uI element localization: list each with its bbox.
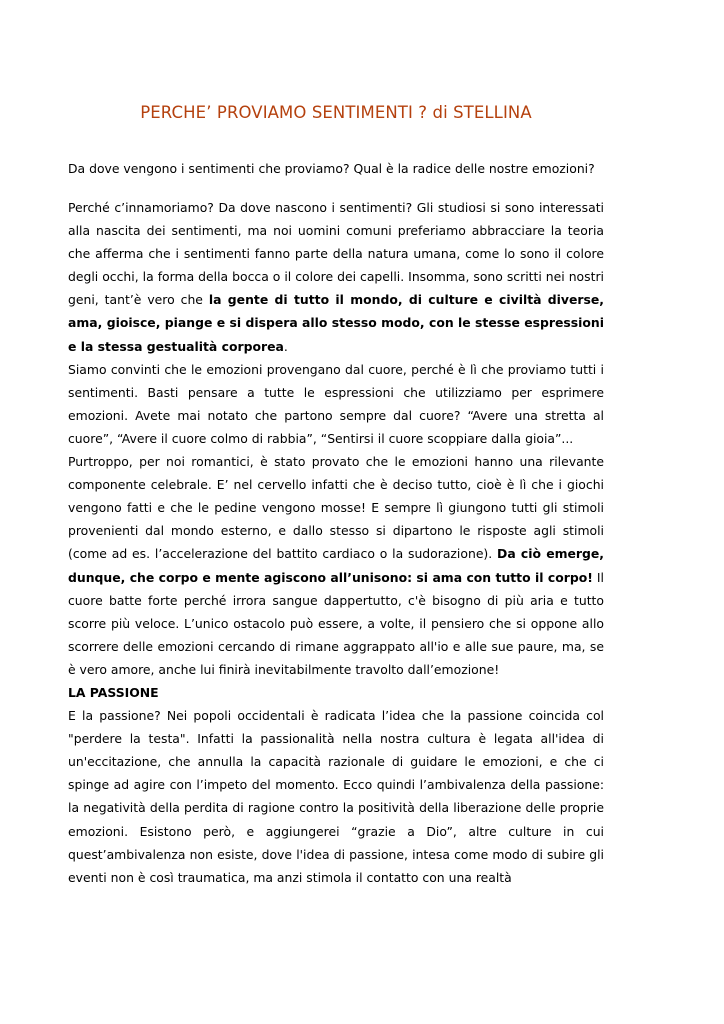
intro-line: Da dove vengono i sentimenti che proviamo? Qual è la radice delle nostre emozioni? bbox=[68, 161, 595, 176]
paragraph-1-end: . bbox=[283, 338, 288, 354]
paragraph-1-text: Perché c’innamoriamo? Da dove nascono i sentimenti? Gli studiosi si sono interessati alla nascita dei sentimenti, ma noi uomini comuni preferiamo abbracciare la teoria che afferma che i sentimenti fanno parte della natura umana, come lo sono il colore degli occhi, la forma della bocca o il colore dei capelli. Insomma, sono scritti nei nostri geni, tant’è vero che bbox=[68, 200, 604, 308]
section-heading: LA PASSIONE bbox=[68, 684, 159, 700]
document-body bbox=[68, 196, 604, 889]
paragraph-1 bbox=[68, 196, 604, 358]
paragraph-4: E la passione? Nei popoli occidentali è radicata l’idea che la passione coincida col "perdere la testa". Infatti la passionalità nella nostra cultura è legata all'idea di un'eccitazione, che annulla la capacità razionale di guidare le emozioni, e che ci spinge ad agire con l’impeto del momento. Ecco quindi l’ambivalenza della passione: la negatività della perdita di ragione contro la positività della liberazione delle proprie emozioni. Esistono però, e aggiungerei “grazie a Dio”, altre culture in cui quest’ambivalenza non esiste, dove l'idea di passione, intesa come modo di subire gli eventi non è così traumatica, ma anzi stimola il contatto con una realtà bbox=[68, 708, 604, 885]
paragraph-3 bbox=[68, 450, 604, 681]
paragraph-3-end: Il cuore batte forte perché irrora sangue dappertutto, c'è bisogno di più aria e tutto scorre più veloce. L’unico ostacolo può essere, a volte, il pensiero che si oppone allo scorrere delle emozioni cercando di rimane aggrappato all'io e alle sue paure, ma, se è vero amore, anche lui finirà inevitabilmente travolto dall’emozione! bbox=[68, 569, 604, 677]
document-title: PERCHE’ PROVIAMO SENTIMENTI ? di STELLINA bbox=[140, 103, 532, 122]
paragraph-3-text: Purtroppo, per noi romantici, è stato provato che le emozioni hanno una rilevante componente celebrale. E’ nel cervello infatti che è deciso tutto, cioè è lì che i giochi vengono fatti e che le pedine vengono mosse! E sempre lì giungono tutti gli stimoli provenienti dal mondo esterno, e dallo stesso si dipartono le risposte agli stimoli (come ad es. l’accelerazione del battito cardiaco o la sudorazione). bbox=[68, 454, 604, 562]
paragraph-1-bold-text: la gente di tutto il mondo, di culture e civiltà diverse, ama, gioisce, piange e si dispera allo stesso modo, con le stesse espressioni e la stessa gestualità corporea bbox=[68, 292, 604, 354]
paragraph-3-bold-text: Da ciò emerge, dunque, che corpo e mente agiscono all’unisono: si ama con tutto il corpo! bbox=[68, 546, 605, 585]
paragraph-2: Siamo convinti che le emozioni provengano dal cuore, perché è lì che proviamo tutti i sentimenti. Basti pensare a tutte le espressioni che utilizziamo per esprimere emozioni. Avete mai notato che partono sempre dal cuore? “Avere una stretta al cuore”, “Avere il cuore colmo di rabbia”, “Sentirsi il cuore scoppiare dalla gioia”... bbox=[68, 361, 604, 446]
